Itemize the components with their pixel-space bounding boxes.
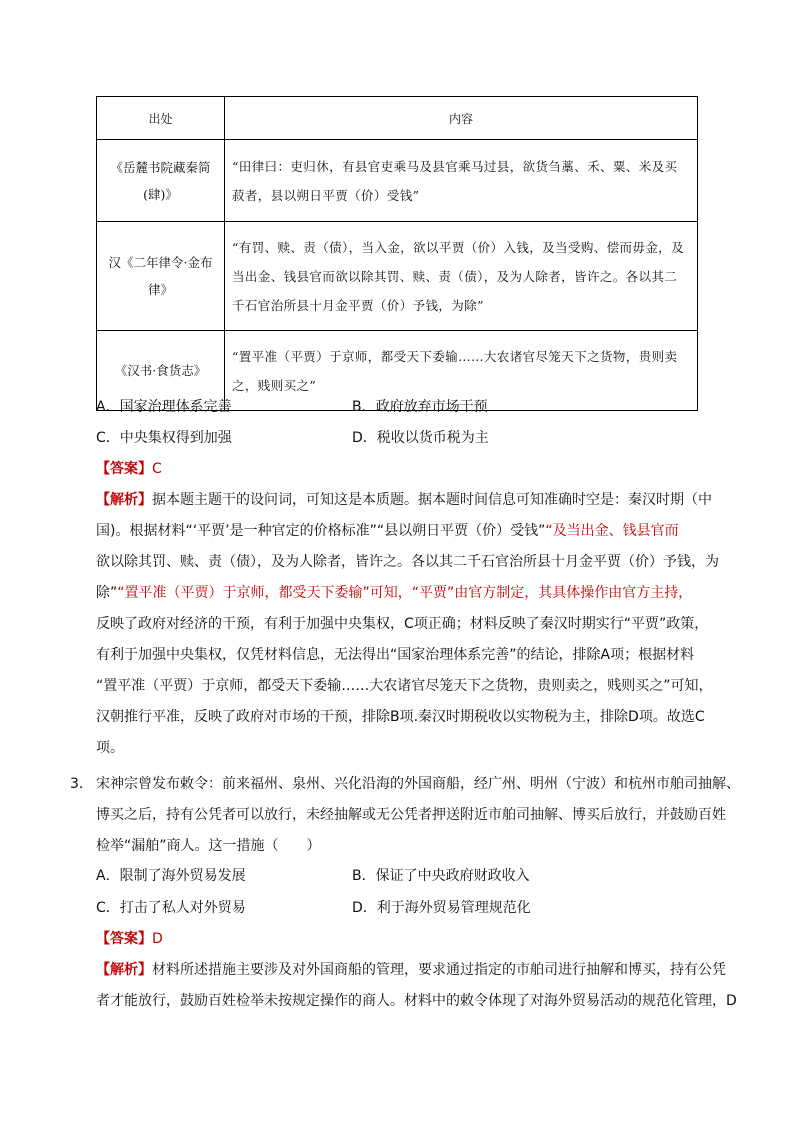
analysis-tag: 【解析】 bbox=[96, 492, 152, 508]
analysis-line: 汉朝推行平准，反映了政府对市场的干预，排除B项.秦汉时期税收以实物税为主，排除D项。故选C bbox=[96, 709, 705, 725]
answer-tag: 【答案】 bbox=[96, 931, 152, 947]
table-row bbox=[97, 140, 698, 222]
analysis-line: “置平准（平贾）于京师，都受天下委输……大农诸官尽笼天下之货物，贵则卖之，贱则买之”可知， bbox=[96, 678, 713, 694]
answer-value: C bbox=[152, 461, 162, 477]
answer-tag: 【答案】 bbox=[96, 461, 152, 477]
q3-option-b: B．保证了中央政府财政收入 bbox=[352, 868, 530, 884]
q2-option-b: B．政府放弃市场干预 bbox=[352, 399, 488, 415]
analysis-line: 除”“置平准（平贾）于京师，都受天下委输”可知，“平贾”由官方制定，其具体操作由官方主持， bbox=[96, 585, 693, 601]
header-source: 出处 bbox=[97, 97, 225, 140]
q2-answer bbox=[96, 459, 162, 479]
q3-stem-line: 宋神宗曾发布敕令：前来福州、泉州、兴化沿海的外国商船，经广州、明州（宁波）和杭州市舶司抽解、 bbox=[96, 776, 740, 792]
table-header-row bbox=[97, 97, 698, 140]
q3-answer bbox=[96, 929, 163, 949]
q3-option-d: D．利于海外贸易管理规范化 bbox=[352, 900, 531, 916]
analysis-line: 欲以除其罚、赎、责（债），及为人除者，皆许之。各以其二千石官治所县十月金平贾（价）予钱，为 bbox=[96, 554, 719, 570]
q2-option-c: C．中央集权得到加强 bbox=[96, 430, 232, 446]
analysis-tag: 【解析】 bbox=[96, 962, 152, 978]
analysis-line: 【解析】据本题主题干的设问词，可知这是本质题。据本题时间信息可知准确时空是：秦汉时期（中 bbox=[96, 492, 712, 508]
row-source: 汉《二年律令·金布律》 bbox=[97, 222, 225, 331]
source-table bbox=[96, 96, 698, 411]
q3-number: 3． bbox=[70, 776, 93, 792]
q3-option-a: A．限制了海外贸易发展 bbox=[96, 868, 246, 884]
analysis-line: 反映了政府对经济的干预，有利于加强中央集权，C项正确；材料反映了秦汉时期实行“平贾”政策， bbox=[96, 616, 709, 632]
row-content: “有罚、赎、责（债），当入金，欲以平贾（价）入钱，及当受购、偿而毋金，及当出金、钱县官而欲以除其罚、赎、责（债），及为人除者，皆许之。各以其二千石官治所县十月金平贾（价）予钱，为除” bbox=[225, 222, 698, 331]
header-content: 内容 bbox=[225, 97, 698, 140]
q3-option-c: C．打击了私人对外贸易 bbox=[96, 900, 246, 916]
row-source: 《岳麓书院藏秦简(肆)》 bbox=[97, 140, 225, 222]
row-content: “田律曰：吏归休，有县官吏乘马及县官乘马过县，欲货刍藁、禾、粟、米及买菽者，县以朔日平贾（价）受钱” bbox=[225, 140, 698, 222]
q2-option-a: A．国家治理体系完善 bbox=[96, 399, 232, 415]
q3-stem-line: 博买之后，持有公凭者可以放行，未经抽解或无公凭者押送附近市舶司抽解、博买后放行，并鼓励百姓 bbox=[96, 807, 726, 823]
q3-stem-line: 检举“漏舶”商人。这一措施（ ） bbox=[96, 838, 321, 854]
answer-value: D bbox=[152, 931, 163, 947]
analysis-line: 者才能放行，鼓励百姓检举未按规定操作的商人。材料中的敕令体现了对海外贸易活动的规范化管理，D bbox=[96, 993, 737, 1009]
row-content: “置平准（平贾）于京师，都受天下委输……大农诸官尽笼天下之货物，贵则卖之，贱则买之” bbox=[225, 331, 698, 411]
analysis-line: 有利于加强中央集权，仅凭材料信息，无法得出“国家治理体系完善”的结论，排除A项；根据材料 bbox=[96, 647, 695, 663]
analysis-line: 项。 bbox=[96, 740, 124, 756]
analysis-line: 国)。根据材料“‘平贾’是一种官定的价格标准”“县以朔日平贾（价）受钱”“及当出金、钱县官而 bbox=[96, 523, 679, 539]
row-source: 《汉书·食货志》 bbox=[97, 331, 225, 411]
table-row bbox=[97, 222, 698, 331]
q2-option-d: D．税收以货币税为主 bbox=[352, 430, 489, 446]
analysis-line: 【解析】材料所述措施主要涉及对外国商船的管理，要求通过指定的市舶司进行抽解和博买，持有公凭 bbox=[96, 962, 726, 978]
